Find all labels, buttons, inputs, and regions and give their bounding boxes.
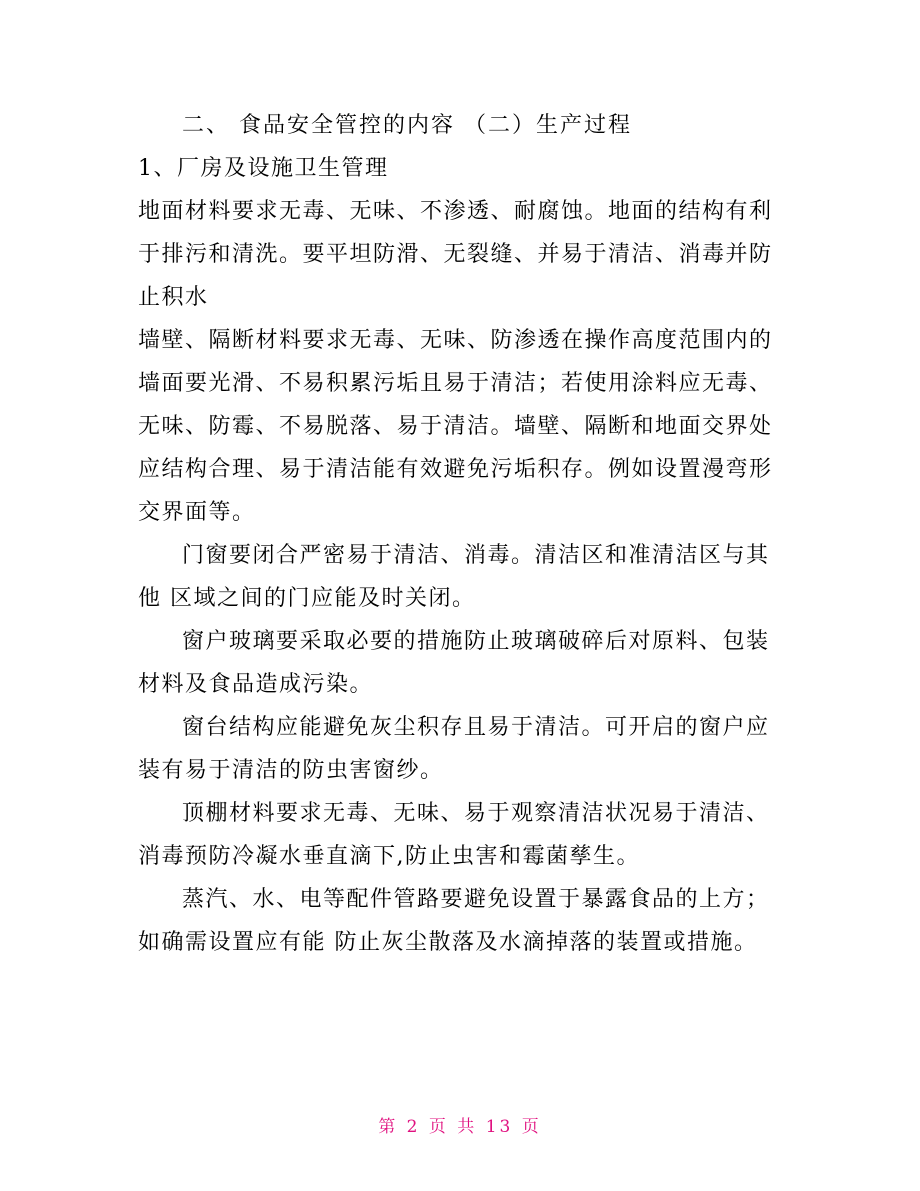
- paragraph-line: 地面材料要求无毒、无味、不渗透、耐腐蚀。地面的结构有利: [138, 199, 773, 224]
- document-body: [138, 104, 788, 964]
- paragraph-line: 装有易于清洁的防虫害窗纱。: [138, 758, 444, 783]
- paragraph-line: 门窗要闭合严密易于清洁、消毒。清洁区和准清洁区与其: [182, 543, 770, 568]
- paragraph-floor: [138, 190, 788, 319]
- paragraph-ceiling: [138, 792, 788, 878]
- paragraph-line: 交界面等。: [138, 500, 256, 525]
- paragraph-window-glass: [138, 620, 788, 706]
- paragraph-line: 应结构合理、易于清洁能有效避免污垢积存。例如设置漫弯形: [138, 457, 773, 482]
- paragraph-line: 窗户玻璃要采取必要的措施防止玻璃破碎后对原料、包装: [182, 629, 770, 654]
- paragraph-line: 墙壁、隔断材料要求无毒、无味、防渗透在操作高度范围内的: [138, 328, 773, 353]
- paragraph-line: 于排污和清洗。要平坦防滑、无裂缝、并易于清洁、消毒并防: [138, 242, 773, 267]
- paragraph-line: 蒸汽、水、电等配件管路要避免设置于暴露食品的上方；: [182, 887, 770, 912]
- paragraph-line: 如确需设置应有能 防止灰尘散落及水滴掉落的装置或措施。: [138, 930, 758, 955]
- paragraph-line: 材料及食品造成污染。: [138, 672, 374, 697]
- paragraph-pipes: [138, 878, 788, 964]
- paragraph-line: 他 区域之间的门应能及时关闭。: [138, 586, 476, 611]
- paragraph-line: 无味、防霉、不易脱落、易于清洁。墙壁、隔断和地面交界处: [138, 414, 773, 439]
- paragraph-walls: [138, 319, 788, 534]
- paragraph-line: 消毒预防冷凝水垂直滴下,防止虫害和霉菌孳生。: [138, 844, 640, 869]
- section-heading: 二、 食品安全管控的内容 （二）生产过程: [182, 113, 632, 138]
- paragraph-doors: [138, 534, 788, 620]
- paragraph-line: 墙面要光滑、不易积累污垢且易于清洁；若使用涂料应无毒、: [138, 371, 773, 396]
- page-number-footer: 第 2 页 共 13 页: [378, 1117, 542, 1137]
- subsection-heading: 1、厂房及设施卫生管理: [138, 156, 389, 181]
- paragraph-line: 顶棚材料要求无毒、无味、易于观察清洁状况易于清洁、: [182, 801, 770, 826]
- paragraph-line: 窗台结构应能避免灰尘积存且易于清洁。可开启的窗户应: [182, 715, 770, 740]
- paragraph-windowsill: [138, 706, 788, 792]
- paragraph-line: 止积水: [138, 285, 209, 310]
